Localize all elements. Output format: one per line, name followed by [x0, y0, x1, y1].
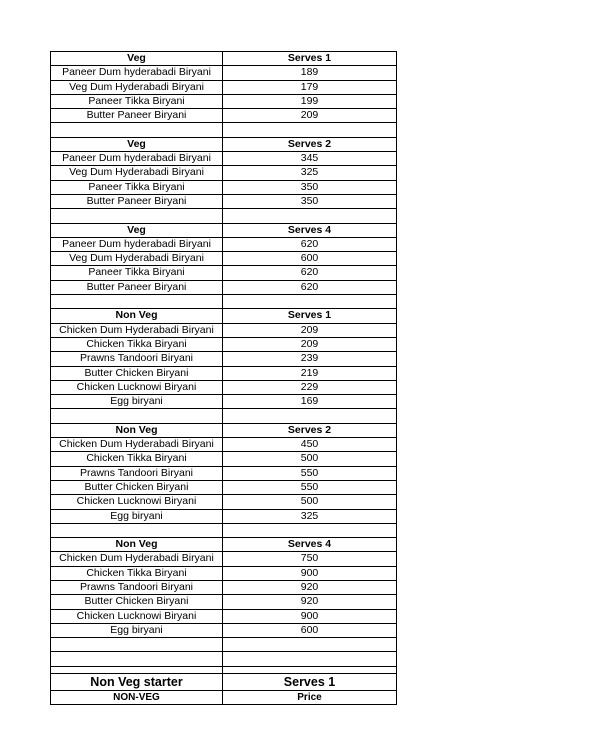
table-row [51, 66, 397, 80]
item-price: 500 [223, 452, 397, 466]
item-price: 900 [223, 566, 397, 580]
table-row [51, 266, 397, 280]
item-price: 750 [223, 552, 397, 566]
item-price: 169 [223, 395, 397, 409]
section-header-row [51, 423, 397, 437]
item-price: 920 [223, 595, 397, 609]
item-name: Chicken Tikka Biryani [51, 337, 223, 351]
item-price: 325 [223, 166, 397, 180]
item-price: 239 [223, 352, 397, 366]
section-serves-header: Serves 1 [223, 309, 397, 323]
empty-cell [223, 409, 397, 423]
item-price: 900 [223, 609, 397, 623]
empty-row [51, 409, 397, 423]
table-row [51, 595, 397, 609]
empty-cell [51, 295, 223, 309]
item-name: Chicken Lucknowi Biryani [51, 495, 223, 509]
section-category-header: Veg [51, 137, 223, 151]
section-serves-header: Serves 2 [223, 137, 397, 151]
section-category-header: Veg [51, 52, 223, 66]
item-name: Butter Paneer Biryani [51, 194, 223, 208]
item-name: Paneer Dum hyderabadi Biryani [51, 66, 223, 80]
item-name: Chicken Dum Hyderabadi Biryani [51, 438, 223, 452]
table-row [51, 323, 397, 337]
item-price: 550 [223, 466, 397, 480]
section-category-header: Non Veg [51, 538, 223, 552]
item-name: Veg Dum Hyderabadi Biryani [51, 80, 223, 94]
item-name: Egg biryani [51, 623, 223, 637]
empty-cell [223, 209, 397, 223]
table-row [51, 495, 397, 509]
section-serves-header: Serves 1 [223, 52, 397, 66]
section-header-row [51, 52, 397, 66]
empty-row [51, 652, 397, 666]
starter-price-label: Price [223, 690, 397, 704]
table-row [51, 366, 397, 380]
section-category-header: Veg [51, 223, 223, 237]
empty-row [51, 295, 397, 309]
item-name: Butter Paneer Biryani [51, 280, 223, 294]
item-price: 550 [223, 480, 397, 494]
table-row [51, 194, 397, 208]
section-header-row [51, 309, 397, 323]
item-price: 209 [223, 323, 397, 337]
item-price: 199 [223, 94, 397, 108]
table-row [51, 237, 397, 251]
gap-cell [223, 666, 397, 673]
empty-cell [223, 295, 397, 309]
biryani-price-sheet [50, 51, 397, 705]
table-row [51, 337, 397, 351]
section-serves-header: Serves 2 [223, 423, 397, 437]
table-row [51, 252, 397, 266]
empty-row [51, 523, 397, 537]
table-row [51, 380, 397, 394]
item-name: Chicken Lucknowi Biryani [51, 380, 223, 394]
table-row [51, 509, 397, 523]
item-price: 209 [223, 109, 397, 123]
table-row [51, 94, 397, 108]
item-name: Egg biryani [51, 509, 223, 523]
table-row [51, 580, 397, 594]
item-price: 600 [223, 252, 397, 266]
item-name: Egg biryani [51, 395, 223, 409]
table-row [51, 166, 397, 180]
table-row [51, 352, 397, 366]
item-name: Paneer Tikka Biryani [51, 180, 223, 194]
table-row [51, 609, 397, 623]
section-category-header: Non Veg [51, 309, 223, 323]
empty-cell [223, 652, 397, 666]
item-name: Chicken Lucknowi Biryani [51, 609, 223, 623]
item-name: Butter Chicken Biryani [51, 595, 223, 609]
item-name: Veg Dum Hyderabadi Biryani [51, 252, 223, 266]
starter-subheader-row [51, 690, 397, 704]
gap-row [51, 666, 397, 673]
empty-cell [223, 638, 397, 652]
item-price: 350 [223, 194, 397, 208]
table-row [51, 466, 397, 480]
gap-cell [51, 666, 223, 673]
item-price: 219 [223, 366, 397, 380]
table-row [51, 438, 397, 452]
item-price: 620 [223, 237, 397, 251]
table-row [51, 280, 397, 294]
empty-cell [51, 638, 223, 652]
item-name: Paneer Dum hyderabadi Biryani [51, 152, 223, 166]
item-price: 600 [223, 623, 397, 637]
item-name: Butter Chicken Biryani [51, 480, 223, 494]
item-name: Chicken Dum Hyderabadi Biryani [51, 323, 223, 337]
section-header-row [51, 538, 397, 552]
item-name: Paneer Tikka Biryani [51, 94, 223, 108]
starter-serves-header: Serves 1 [223, 673, 397, 690]
item-name: Prawns Tandoori Biryani [51, 352, 223, 366]
empty-cell [223, 523, 397, 537]
section-category-header: Non Veg [51, 423, 223, 437]
item-name: Butter Chicken Biryani [51, 366, 223, 380]
item-name: Paneer Dum hyderabadi Biryani [51, 237, 223, 251]
empty-row [51, 123, 397, 137]
empty-cell [51, 409, 223, 423]
item-name: Veg Dum Hyderabadi Biryani [51, 166, 223, 180]
item-price: 350 [223, 180, 397, 194]
item-name: Butter Paneer Biryani [51, 109, 223, 123]
item-price: 345 [223, 152, 397, 166]
table-row [51, 80, 397, 94]
item-price: 325 [223, 509, 397, 523]
item-name: Chicken Tikka Biryani [51, 452, 223, 466]
empty-row [51, 638, 397, 652]
table-row [51, 566, 397, 580]
item-name: Chicken Dum Hyderabadi Biryani [51, 552, 223, 566]
item-name: Prawns Tandoori Biryani [51, 580, 223, 594]
starter-header-row [51, 673, 397, 690]
item-price: 500 [223, 495, 397, 509]
section-header-row [51, 137, 397, 151]
section-header-row [51, 223, 397, 237]
table-row [51, 152, 397, 166]
item-price: 620 [223, 280, 397, 294]
starter-type-label: NON-VEG [51, 690, 223, 704]
item-price: 209 [223, 337, 397, 351]
empty-cell [51, 652, 223, 666]
empty-cell [51, 123, 223, 137]
item-price: 450 [223, 438, 397, 452]
table-row [51, 552, 397, 566]
item-name: Prawns Tandoori Biryani [51, 466, 223, 480]
section-serves-header: Serves 4 [223, 538, 397, 552]
section-serves-header: Serves 4 [223, 223, 397, 237]
starter-category-header: Non Veg starter [51, 673, 223, 690]
item-price: 620 [223, 266, 397, 280]
empty-row [51, 209, 397, 223]
item-name: Paneer Tikka Biryani [51, 266, 223, 280]
table-row [51, 109, 397, 123]
item-price: 179 [223, 80, 397, 94]
item-name: Chicken Tikka Biryani [51, 566, 223, 580]
item-price: 920 [223, 580, 397, 594]
table-row [51, 452, 397, 466]
table-row [51, 623, 397, 637]
empty-cell [51, 209, 223, 223]
table-row [51, 180, 397, 194]
item-price: 229 [223, 380, 397, 394]
empty-cell [223, 123, 397, 137]
empty-cell [51, 523, 223, 537]
table-row [51, 480, 397, 494]
table-row [51, 395, 397, 409]
item-price: 189 [223, 66, 397, 80]
